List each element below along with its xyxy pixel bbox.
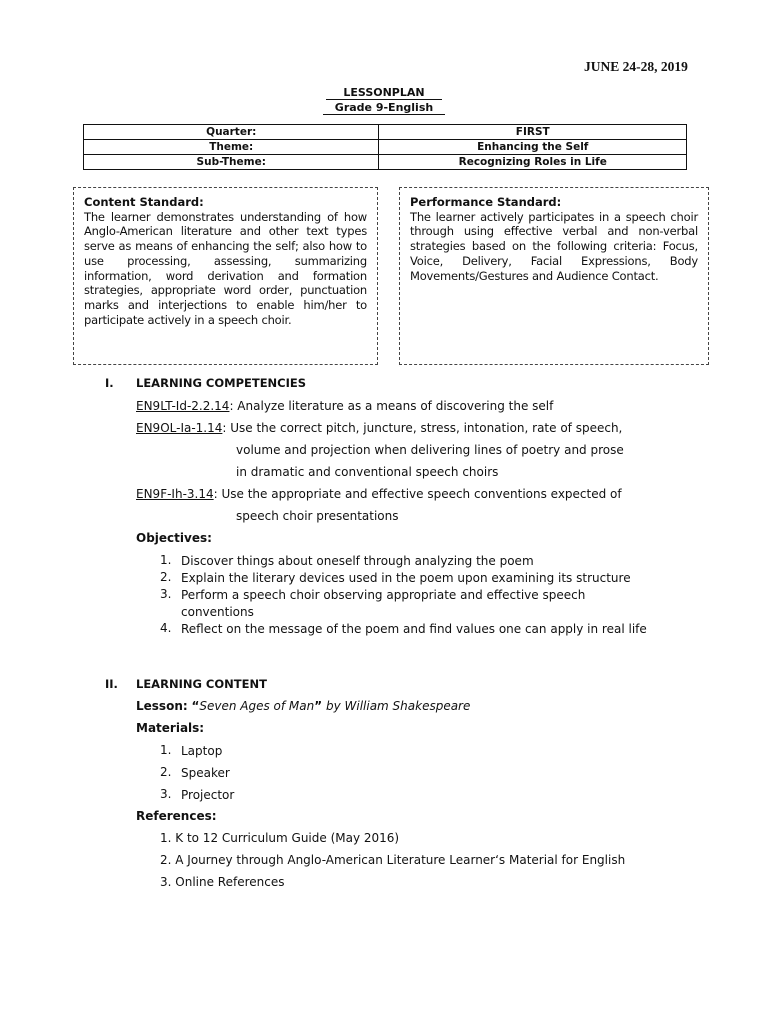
content-standard-text: The learner demonstrates understanding of how Anglo-American literature and other text types serve as means of enhancing the self; also how to use processing, assessing, summarizing information, word derivation and formation strategies, appropriate word order, punctuation marks and interjections to enable him/her to participate actively in a speech choir. bbox=[84, 209, 367, 327]
competency-3 bbox=[136, 487, 622, 501]
objective-number: 4. bbox=[160, 621, 172, 635]
quarter-value: FIRST bbox=[379, 125, 687, 140]
table-row bbox=[84, 125, 687, 140]
objective-item: Perform a speech choir observing appropriate and effective speech conventions bbox=[181, 588, 586, 619]
lesson-author: by William Shakespeare bbox=[322, 699, 471, 713]
table-row bbox=[84, 140, 687, 155]
competency-text: : Use the appropriate and effective speech conventions expected of bbox=[213, 487, 622, 501]
competency-3-line-2: speech choir presentations bbox=[236, 509, 399, 523]
competency-text: : Analyze literature as a means of discovering the self bbox=[229, 399, 554, 413]
document-subtitle bbox=[0, 101, 768, 115]
section-2-numeral: II. bbox=[105, 677, 118, 691]
section-1-numeral: I. bbox=[105, 376, 114, 390]
lesson-date: JUNE 24-28, 2019 bbox=[584, 59, 688, 74]
quarter-label: Quarter: bbox=[84, 125, 379, 140]
lesson-quote-close: ” bbox=[314, 699, 323, 713]
reference-item: 1. K to 12 Curriculum Guide (May 2016) bbox=[160, 831, 400, 845]
material-number: 1. bbox=[160, 743, 172, 757]
lesson-line bbox=[136, 699, 470, 713]
material-item: Speaker bbox=[181, 766, 230, 780]
reference-item: 3. Online References bbox=[160, 875, 285, 889]
info-table bbox=[83, 124, 687, 170]
material-item: Projector bbox=[181, 788, 235, 802]
performance-standard-heading: Performance Standard: bbox=[410, 195, 562, 209]
objectives-heading: Objectives: bbox=[136, 531, 212, 545]
table-row bbox=[84, 155, 687, 170]
competency-code: EN9F-Ih-3.14 bbox=[136, 487, 214, 501]
competency-code: EN9OL-Ia-1.14 bbox=[136, 421, 223, 435]
material-number: 2. bbox=[160, 765, 172, 779]
subtheme-value: Recognizing Roles in Life bbox=[379, 155, 687, 170]
content-standard-heading: Content Standard: bbox=[84, 195, 204, 209]
section-2-heading: LEARNING CONTENT bbox=[136, 677, 267, 691]
theme-label: Theme: bbox=[84, 140, 379, 155]
lesson-quote-open: “ bbox=[191, 699, 200, 713]
section-1-heading: LEARNING COMPETENCIES bbox=[136, 376, 307, 390]
competency-code: EN9LT-Id-2.2.14 bbox=[136, 399, 230, 413]
document-title bbox=[0, 86, 768, 100]
materials-heading: Materials: bbox=[136, 721, 205, 735]
material-item: Laptop bbox=[181, 744, 223, 758]
objective-item: Reflect on the message of the poem and find values one can apply in real life bbox=[181, 622, 647, 636]
competency-text: : Use the correct pitch, juncture, stress, intonation, rate of speech, bbox=[222, 421, 623, 435]
material-number: 3. bbox=[160, 787, 172, 801]
content-standard-box bbox=[73, 187, 378, 365]
competency-1 bbox=[136, 399, 553, 413]
subtheme-label: Sub-Theme: bbox=[84, 155, 379, 170]
objective-number: 2. bbox=[160, 570, 172, 584]
reference-item: 2. A Journey through Anglo-American Literature Learner‘s Material for English bbox=[160, 853, 626, 867]
objective-item: Discover things about oneself through analyzing the poem bbox=[181, 554, 534, 568]
theme-value: Enhancing the Self bbox=[379, 140, 687, 155]
title-text: LESSONPLAN bbox=[326, 86, 442, 100]
lesson-label: Lesson: bbox=[136, 699, 188, 713]
objective-item: Explain the literary devices used in the poem upon examining its structure bbox=[181, 571, 631, 585]
lesson-title: Seven Ages of Man bbox=[199, 699, 315, 713]
competency-2-line-2: volume and projection when delivering lines of poetry and prose bbox=[236, 443, 624, 457]
competency-2 bbox=[136, 421, 622, 435]
references-heading: References: bbox=[136, 809, 217, 823]
subtitle-text: Grade 9-English bbox=[323, 101, 445, 115]
performance-standard-box bbox=[399, 187, 709, 365]
competency-2-line-3: in dramatic and conventional speech choirs bbox=[236, 465, 499, 479]
performance-standard-text: The learner actively participates in a speech choir through using effective verbal and non-verbal strategies based on the following criteria: Focus, Voice, Delivery, Facial Expressions, Body Movements/Gestures and Audience Contact. bbox=[410, 209, 698, 283]
objective-number: 1. bbox=[160, 553, 172, 567]
objective-number: 3. bbox=[160, 587, 172, 601]
